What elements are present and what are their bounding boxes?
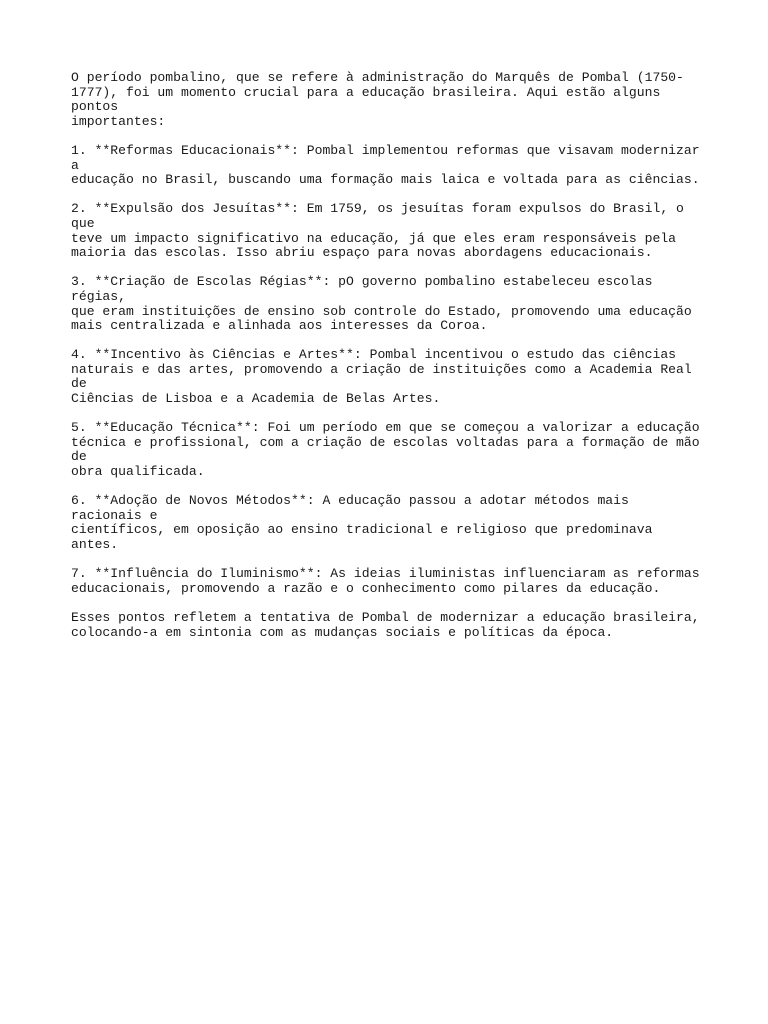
document-body: [71, 71, 701, 655]
list-item-iluminismo: 7. **Influência do Iluminismo**: As ideias iluministas influenciaram as reformas educacionais, promovendo a razão e o conhecimento como pilares da educação.: [71, 566, 700, 596]
list-item-novos-metodos: 6. **Adoção de Novos Métodos**: A educação passou a adotar métodos mais racionais e científicos, em oposição ao ensino tradicional e religioso que predominava antes.: [71, 493, 653, 552]
list-item-expulsao-jesuitas: 2. **Expulsão dos Jesuítas**: Em 1759, os jesuítas foram expulsos do Brasil, o que teve um impacto significativo na educação, já que eles eram responsáveis pela maioria das escolas. Isso abriu espaço para novas abordagens educacionais.: [71, 201, 684, 261]
list-item-reformas-educacionais: 1. **Reformas Educacionais**: Pombal implementou reformas que visavam modernizar a educação no Brasil, buscando uma formação mais laica e voltada para as ciências.: [71, 142, 700, 188]
list-item-educacao-tecnica: 5. **Educação Técnica**: Foi um período em que se começou a valorizar a educação técnica e profissional, com a criação de escolas voltadas para a formação de mão de obra qualificada.: [71, 420, 700, 480]
conclusion-paragraph: Esses pontos refletem a tentativa de Pombal de modernizar a educação brasileira, colocando-a em sintonia com as mudanças sociais e políticas da época.: [71, 609, 700, 640]
list-item-escolas-regias: 3. **Criação de Escolas Régias**: pO governo pombalino estabeleceu escolas régias, que eram instituições de ensino sob controle do Estado, promovendo uma educação mais centralizada e alinhada aos interesses da Coroa.: [71, 274, 692, 334]
list-item-ciencias-artes: 4. **Incentivo às Ciências e Artes**: Pombal incentivou o estudo das ciências naturais e das artes, promovendo a criação de instituições como a Academia Real de Ciências de Lisboa e a Academia de Belas Artes.: [71, 347, 692, 407]
intro-paragraph: O período pombalino, que se refere à administração do Marquês de Pombal (1750- 1777), foi um momento crucial para a educação brasileira. Aqui estão alguns pontos importantes:: [71, 70, 684, 129]
